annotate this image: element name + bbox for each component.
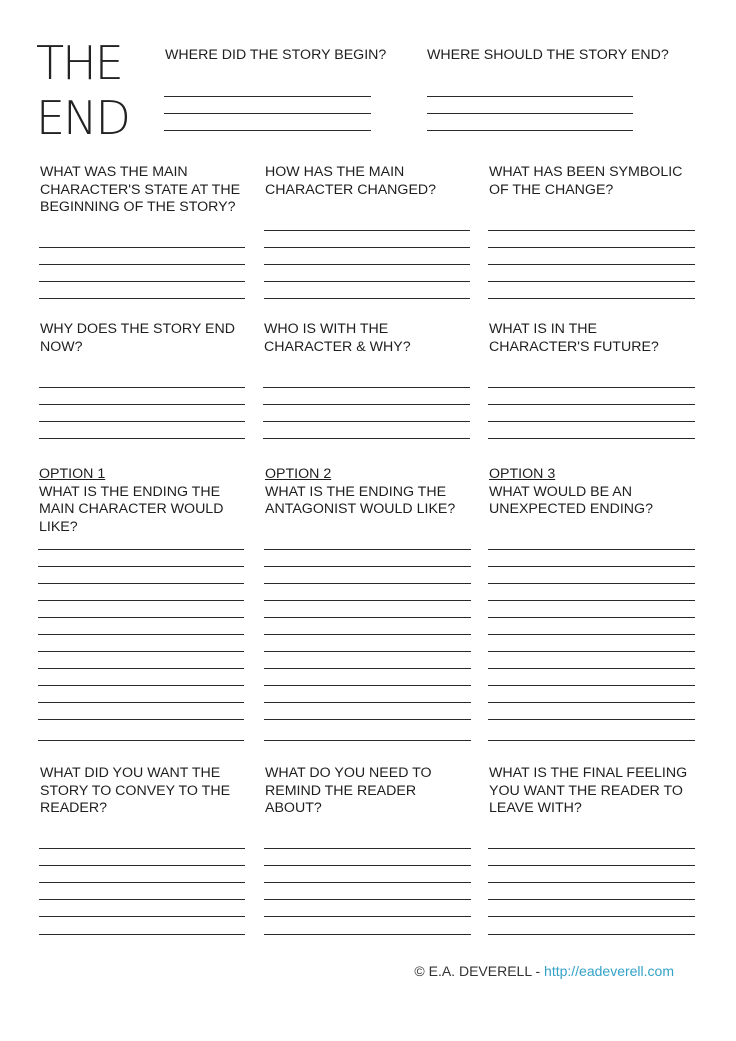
- answer-line[interactable]: [488, 438, 695, 439]
- question-final-feeling: WHAT IS THE FINAL FEELING YOU WANT THE READER TO LEAVE WITH?: [489, 765, 688, 817]
- question-ending-antagonist: WHAT IS THE ENDING THE ANTAGONIST WOULD LIKE?: [265, 483, 456, 518]
- answer-line[interactable]: [488, 230, 695, 231]
- answer-line[interactable]: [488, 247, 695, 248]
- answer-line[interactable]: [38, 549, 244, 550]
- answer-line[interactable]: [39, 421, 245, 422]
- question-symbolic-change: WHAT HAS BEEN SYMBOLIC OF THE CHANGE?: [489, 164, 683, 198]
- answer-line[interactable]: [39, 899, 245, 900]
- question-who-with-character: WHO IS WITH THE CHARACTER & WHY?: [264, 321, 411, 355]
- answer-line[interactable]: [263, 438, 470, 439]
- option-1-block: [39, 466, 249, 536]
- answer-line[interactable]: [488, 882, 695, 883]
- question-story-begin: WHERE DID THE STORY BEGIN?: [165, 47, 387, 63]
- answer-line[interactable]: [39, 916, 245, 917]
- option-1-label: OPTION 1: [39, 466, 106, 482]
- answer-line[interactable]: [264, 264, 470, 265]
- option-2-block: [265, 466, 475, 519]
- answer-line[interactable]: [264, 702, 471, 703]
- title-line-2: END: [36, 91, 129, 145]
- answer-line[interactable]: [264, 685, 471, 686]
- answer-line[interactable]: [38, 702, 244, 703]
- footer: [414, 963, 674, 979]
- answer-line[interactable]: [39, 387, 245, 388]
- answer-line[interactable]: [263, 404, 470, 405]
- answer-line[interactable]: [488, 934, 695, 935]
- answer-line[interactable]: [264, 566, 471, 567]
- answer-line[interactable]: [38, 634, 244, 635]
- answer-line[interactable]: [264, 668, 471, 669]
- answer-line[interactable]: [488, 600, 695, 601]
- answer-line[interactable]: [488, 404, 695, 405]
- answer-line[interactable]: [488, 264, 695, 265]
- answer-line[interactable]: [264, 719, 471, 720]
- answer-line[interactable]: [264, 882, 471, 883]
- answer-line[interactable]: [38, 583, 244, 584]
- option-3-label: OPTION 3: [489, 466, 556, 482]
- answer-line[interactable]: [264, 617, 471, 618]
- answer-line[interactable]: [488, 583, 695, 584]
- footer-credit: © E.A. DEVERELL -: [414, 963, 545, 979]
- question-story-end: WHERE SHOULD THE STORY END?: [427, 47, 669, 63]
- answer-line[interactable]: [488, 617, 695, 618]
- answer-line[interactable]: [488, 899, 695, 900]
- answer-line[interactable]: [38, 566, 244, 567]
- answer-line[interactable]: [164, 113, 371, 114]
- answer-line[interactable]: [264, 899, 471, 900]
- answer-line[interactable]: [38, 685, 244, 686]
- question-ending-main-character: WHAT IS THE ENDING THE MAIN CHARACTER WOULD LIKE?: [39, 483, 224, 535]
- answer-line[interactable]: [488, 848, 695, 849]
- answer-line[interactable]: [488, 865, 695, 866]
- answer-line[interactable]: [264, 651, 471, 652]
- question-character-changed: HOW HAS THE MAIN CHARACTER CHANGED?: [265, 164, 437, 198]
- answer-line[interactable]: [488, 685, 695, 686]
- answer-line[interactable]: [264, 549, 471, 550]
- answer-line[interactable]: [38, 668, 244, 669]
- answer-line[interactable]: [263, 421, 470, 422]
- answer-line[interactable]: [488, 387, 695, 388]
- answer-line[interactable]: [39, 404, 245, 405]
- answer-line[interactable]: [39, 865, 245, 866]
- answer-line[interactable]: [427, 130, 633, 131]
- answer-line[interactable]: [39, 264, 245, 265]
- answer-line[interactable]: [488, 566, 695, 567]
- answer-line[interactable]: [39, 934, 245, 935]
- answer-line[interactable]: [427, 113, 633, 114]
- answer-line[interactable]: [39, 247, 245, 248]
- question-character-state: WHAT WAS THE MAIN CHARACTER'S STATE AT THE BEGINNING OF THE STORY?: [40, 164, 241, 216]
- answer-line[interactable]: [264, 230, 470, 231]
- answer-line[interactable]: [264, 298, 470, 299]
- footer-link[interactable]: http://eadeverell.com: [544, 963, 674, 979]
- answer-line[interactable]: [264, 934, 471, 935]
- answer-line[interactable]: [264, 634, 471, 635]
- question-character-future: WHAT IS IN THE CHARACTER'S FUTURE?: [489, 321, 659, 355]
- answer-line[interactable]: [264, 865, 471, 866]
- question-remind-reader: WHAT DO YOU NEED TO REMIND THE READER ABOUT?: [265, 765, 432, 817]
- answer-line[interactable]: [39, 281, 245, 282]
- answer-line[interactable]: [39, 848, 245, 849]
- answer-line[interactable]: [264, 583, 471, 584]
- option-2-label: OPTION 2: [265, 466, 332, 482]
- answer-line[interactable]: [264, 848, 471, 849]
- answer-line[interactable]: [427, 96, 633, 97]
- answer-line[interactable]: [39, 438, 245, 439]
- answer-line[interactable]: [38, 740, 244, 741]
- answer-line[interactable]: [488, 634, 695, 635]
- answer-line[interactable]: [38, 617, 244, 618]
- answer-line[interactable]: [38, 600, 244, 601]
- answer-line[interactable]: [264, 600, 471, 601]
- question-why-end-now: WHY DOES THE STORY END NOW?: [40, 321, 235, 355]
- answer-line[interactable]: [264, 916, 471, 917]
- answer-line[interactable]: [38, 719, 244, 720]
- answer-line[interactable]: [39, 882, 245, 883]
- option-3-block: [489, 466, 674, 519]
- answer-line[interactable]: [39, 298, 245, 299]
- answer-line[interactable]: [263, 387, 470, 388]
- answer-line[interactable]: [264, 740, 471, 741]
- answer-line[interactable]: [488, 421, 695, 422]
- title-line-1: THE: [36, 36, 122, 90]
- question-unexpected-ending: WHAT WOULD BE AN UNEXPECTED ENDING?: [489, 483, 653, 518]
- answer-line[interactable]: [488, 281, 695, 282]
- answer-line[interactable]: [164, 96, 371, 97]
- answer-line[interactable]: [488, 916, 695, 917]
- answer-line[interactable]: [488, 740, 695, 741]
- answer-line[interactable]: [488, 668, 695, 669]
- answer-line[interactable]: [264, 281, 470, 282]
- answer-line[interactable]: [164, 130, 371, 131]
- answer-line[interactable]: [38, 651, 244, 652]
- answer-line[interactable]: [488, 549, 695, 550]
- question-convey-to-reader: WHAT DID YOU WANT THE STORY TO CONVEY TO THE READER?: [40, 765, 231, 817]
- answer-line[interactable]: [264, 247, 470, 248]
- answer-line[interactable]: [488, 298, 695, 299]
- answer-line[interactable]: [488, 702, 695, 703]
- answer-line[interactable]: [488, 651, 695, 652]
- answer-line[interactable]: [488, 719, 695, 720]
